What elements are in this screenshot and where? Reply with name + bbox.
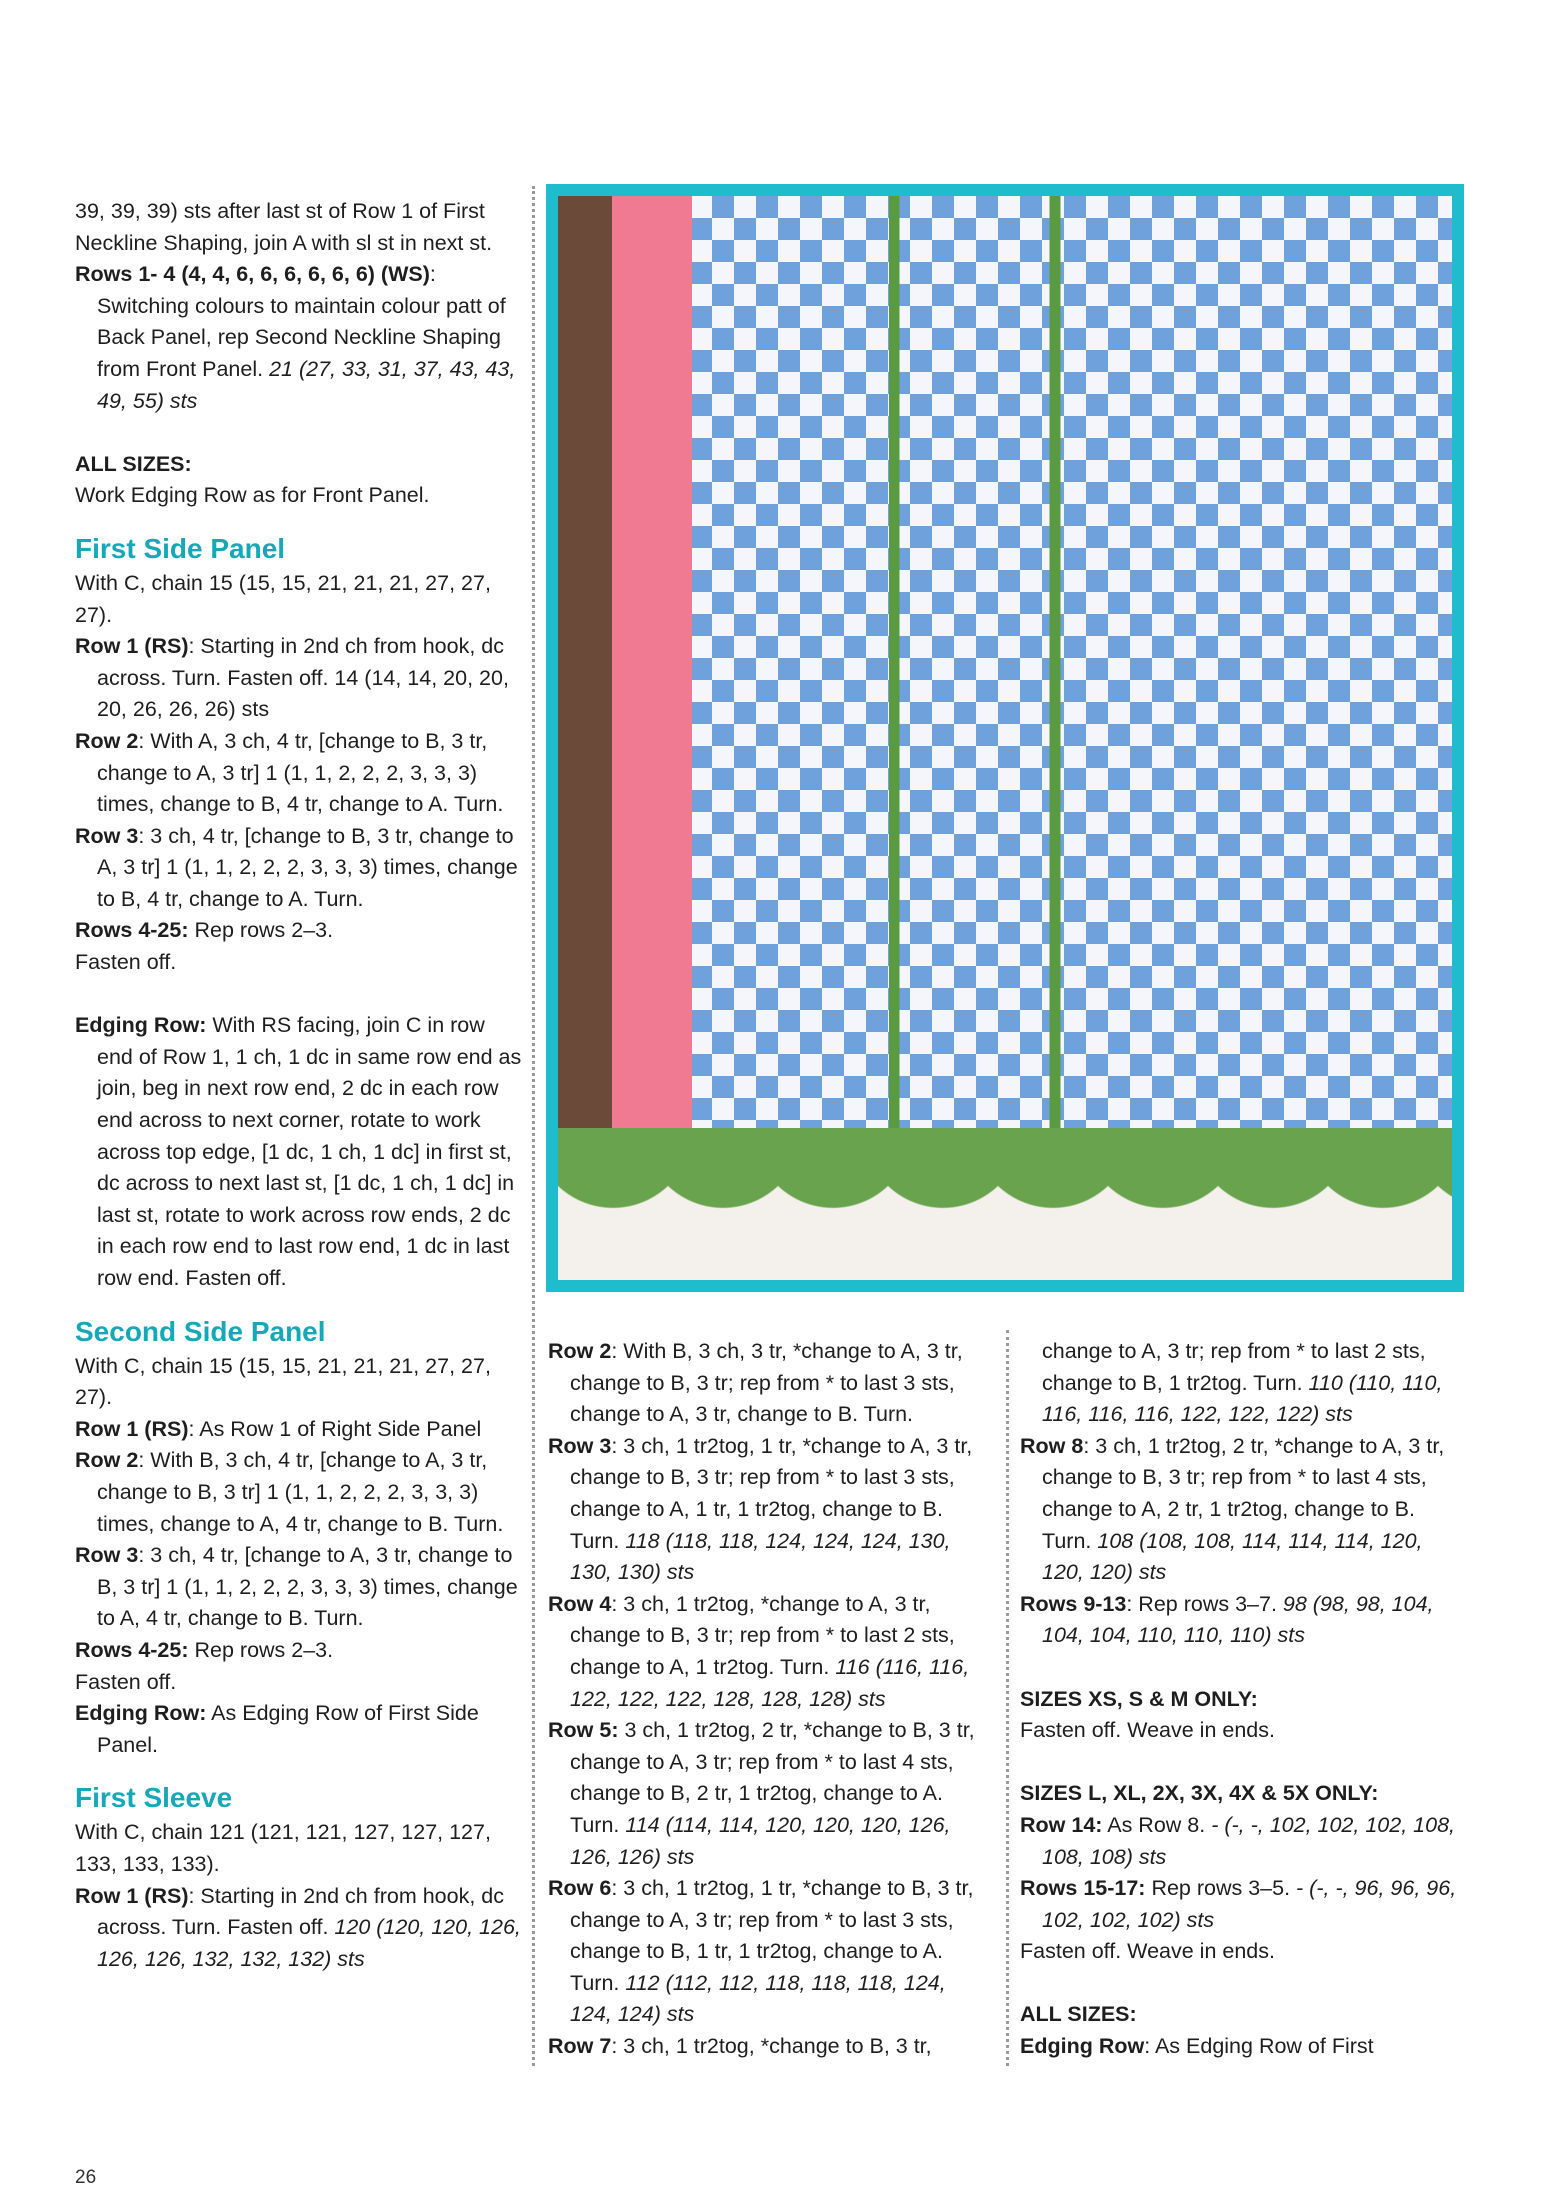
row-7-continued: change to A, 3 tr; rep from * to last 2 sts, change to B, 1 tr2tog. Turn. 110 (110, 110, 116, 116, 116, 122, 122, 122) sts	[1042, 1339, 1443, 1427]
column-left	[75, 196, 525, 1975]
sizes-l-label: SIZES L, XL, 2X, 3X, 4X & 5X ONLY:	[1020, 1781, 1379, 1806]
stitch-count: - (-, -, 102, 102, 102, 108, 108, 108) sts	[1042, 1812, 1455, 1869]
rows-4-25-instruction: Rows 4-25: Rep rows 2–3.	[75, 1637, 334, 1662]
garment-photo	[558, 196, 1452, 1280]
rows-1-4-label: Rows 1- 4 (4, 4, 6, 6, 6, 6, 6, 6) (WS)	[75, 262, 430, 287]
row-5-instruction: Row 5: 3 ch, 1 tr2tog, 2 tr, *change to B, 3 tr, change to A, 3 tr; rep from * to last 4 sts, change to B, 2 tr, 1 tr2tog, change to A. Turn. 114 (114, 114, 120, 120, 120, 126, 126, 126) sts	[548, 1718, 975, 1869]
fasten-off: Fasten off.	[75, 950, 177, 975]
stitch-count: 114 (114, 114, 120, 120, 120, 126, 126, 126) sts	[570, 1812, 951, 1869]
edging-row-instruction: Edging Row: With RS facing, join C in row end of Row 1, 1 ch, 1 dc in same row end as join, beg in next row end, 2 dc in each row end across to next corner, rotate to work across top edge, [1 dc, 1 ch, 1 dc] in first st, dc across to next last st, [1 dc, 1 ch, 1 dc] in last st, rotate to work across row ends, 2 dc in each row end to last row end, 1 dc in last row end. Fasten off.	[75, 1013, 522, 1290]
page-number: 26	[75, 2167, 97, 2188]
sizes-xs-text: Fasten off. Weave in ends.	[1020, 1718, 1275, 1743]
stitch-count: 120 (120, 120, 126, 126, 126, 132, 132, 132) sts	[97, 1915, 521, 1971]
column-divider	[532, 186, 535, 2066]
all-sizes-text: Work Edging Row as for Front Panel.	[75, 483, 430, 508]
intro-line: 39, 39, 39) sts after last st of Row 1 of First	[75, 199, 485, 223]
rows-9-13-instruction: Rows 9-13: Rep rows 3–7. 98 (98, 98, 104, 104, 104, 110, 110, 110) sts	[1020, 1591, 1434, 1648]
stitch-count: 116 (116, 116, 122, 122, 122, 128, 128, 128) sts	[570, 1654, 970, 1711]
stitch-count: 118 (118, 118, 124, 124, 124, 130, 130, 130) sts	[570, 1528, 951, 1585]
column-middle	[548, 1336, 988, 2063]
rows-15-17-instruction: Rows 15-17: Rep rows 3–5. - (-, -, 96, 96, 96, 102, 102, 102) sts	[1020, 1876, 1457, 1932]
photo-frame	[546, 184, 1464, 1292]
rows-4-25-instruction: Rows 4-25: Rep rows 2–3.	[75, 918, 334, 943]
photo-scalloped-hem	[558, 1128, 1452, 1280]
intro-line: Neckline Shaping, join A with sl st in next st.	[75, 230, 493, 255]
column-right	[1020, 1336, 1464, 2063]
heading-first-side-panel: First Side Panel	[75, 532, 286, 564]
row-3-instruction: Row 3: 3 ch, 4 tr, [change to A, 3 tr, change to B, 3 tr] 1 (1, 1, 2, 2, 2, 3, 3, 3) times, change to A, 4 tr, change to B. Turn.	[75, 1543, 518, 1631]
stitch-count: - (-, -, 96, 96, 96, 102, 102, 102) sts	[1042, 1876, 1457, 1932]
sizes-xs-label: SIZES XS, S & M ONLY:	[1020, 1686, 1258, 1711]
stitch-count: 98 (98, 98, 104, 104, 104, 110, 110, 110) sts	[1042, 1591, 1434, 1648]
edging-row-instruction: Edging Row: As Edging Row of First Side Panel.	[75, 1701, 479, 1757]
chain-intro: With C, chain 15 (15, 15, 21, 21, 21, 27, 27, 27).	[75, 570, 491, 627]
column-divider	[1006, 1330, 1009, 2066]
row-2-instruction: Row 2: With A, 3 ch, 4 tr, [change to B, 3 tr, change to A, 3 tr] 1 (1, 1, 2, 2, 2, 3, 3, 3) times, change to B, 4 tr, change to A. Turn.	[75, 728, 504, 817]
row-7-instruction: Row 7: 3 ch, 1 tr2tog, *change to B, 3 tr,	[548, 2034, 932, 2059]
edging-row-instruction: Edging Row: As Edging Row of First	[1020, 2034, 1374, 2059]
heading-first-sleeve: First Sleeve	[75, 1782, 233, 1814]
row-1-instruction: Row 1 (RS): Starting in 2nd ch from hook, dc across. Turn. Fasten off. 120 (120, 120, 126, 126, 126, 132, 132, 132) sts	[75, 1883, 521, 1971]
row-4-instruction: Row 4: 3 ch, 1 tr2tog, *change to A, 3 tr, change to B, 3 tr; rep from * to last 2 sts, change to A, 1 tr2tog. Turn. 116 (116, 116, 122, 122, 122, 128, 128, 128) sts	[548, 1591, 970, 1711]
stitch-count: 110 (110, 110, 116, 116, 116, 122, 122, 122) sts	[1042, 1370, 1443, 1427]
row-3-instruction: Row 3: 3 ch, 1 tr2tog, 1 tr, *change to A, 3 tr, change to B, 3 tr; rep from * to last 3 sts, change to A, 1 tr, 1 tr2tog, change to B. Turn. 118 (118, 118, 124, 124, 124, 130, 130, 130) sts	[548, 1433, 973, 1585]
all-sizes-label: ALL SIZES:	[75, 451, 192, 476]
row-1-instruction: Row 1 (RS): Starting in 2nd ch from hook, dc across. Turn. Fasten off. 14 (14, 14, 20, 20, 20, 26, 26, 26) sts	[75, 634, 509, 722]
chain-intro: With C, chain 15 (15, 15, 21, 21, 21, 27, 27, 27).	[75, 1353, 491, 1410]
row-1-instruction: Row 1 (RS): As Row 1 of Right Side Panel	[75, 1416, 482, 1441]
row-2-instruction: Row 2: With B, 3 ch, 3 tr, *change to A, 3 tr, change to B, 3 tr; rep from * to last 3 sts, change to A, 3 tr, change to B. Turn.	[548, 1339, 963, 1427]
stitch-count: 112 (112, 112, 118, 118, 118, 124, 124, 124) sts	[570, 1970, 946, 2027]
row-3-instruction: Row 3: 3 ch, 4 tr, [change to B, 3 tr, change to A, 3 tr] 1 (1, 1, 2, 2, 2, 3, 3, 3) times, change to B, 4 tr, change to A. Turn.	[75, 823, 518, 911]
fasten-off-weave: Fasten off. Weave in ends.	[1020, 1939, 1275, 1964]
row-2-instruction: Row 2: With B, 3 ch, 4 tr, [change to A, 3 tr, change to B, 3 tr] 1 (1, 1, 2, 2, 2, 3, 3, 3) times, change to A, 4 tr, change to B. Turn.	[75, 1448, 504, 1536]
row-14-instruction: Row 14: As Row 8. - (-, -, 102, 102, 102, 108, 108, 108) sts	[1020, 1812, 1455, 1869]
row-6-instruction: Row 6: 3 ch, 1 tr2tog, 1 tr, *change to B, 3 tr, change to A, 3 tr; rep from * to last 3 sts, change to B, 1 tr, 1 tr2tog, change to A. Turn. 112 (112, 112, 118, 118, 118, 124, 124, 124) sts	[548, 1876, 974, 2027]
photo-background	[612, 196, 692, 1193]
rows-1-4-instruction: Rows 1- 4 (4, 4, 6, 6, 6, 6, 6, 6) (WS): Switching colours to maintain colour patt of Back Panel, rep Second Neckline Shaping from Front Panel. 21 (27, 33, 31, 37, 43, 43, 49, 55) sts	[75, 262, 516, 413]
heading-second-side-panel: Second Side Panel	[75, 1315, 326, 1347]
chain-intro: With C, chain 121 (121, 121, 127, 127, 127, 133, 133, 133).	[75, 1820, 491, 1876]
photo-arm	[558, 196, 612, 1280]
stitch-count: 21 (27, 33, 31, 37, 43, 43, 49, 55) sts	[97, 356, 516, 413]
fasten-off: Fasten off.	[75, 1669, 177, 1694]
row-8-instruction: Row 8: 3 ch, 1 tr2tog, 2 tr, *change to A, 3 tr, change to B, 3 tr; rep from * to last 4 sts, change to A, 2 tr, 1 tr2tog, change to B. Turn. 108 (108, 108, 114, 114, 114, 120, 120, 120) sts	[1020, 1433, 1445, 1585]
stitch-count: 108 (108, 108, 114, 114, 114, 120, 120, 120) sts	[1042, 1528, 1423, 1585]
all-sizes-label: ALL SIZES:	[1020, 2002, 1137, 2027]
